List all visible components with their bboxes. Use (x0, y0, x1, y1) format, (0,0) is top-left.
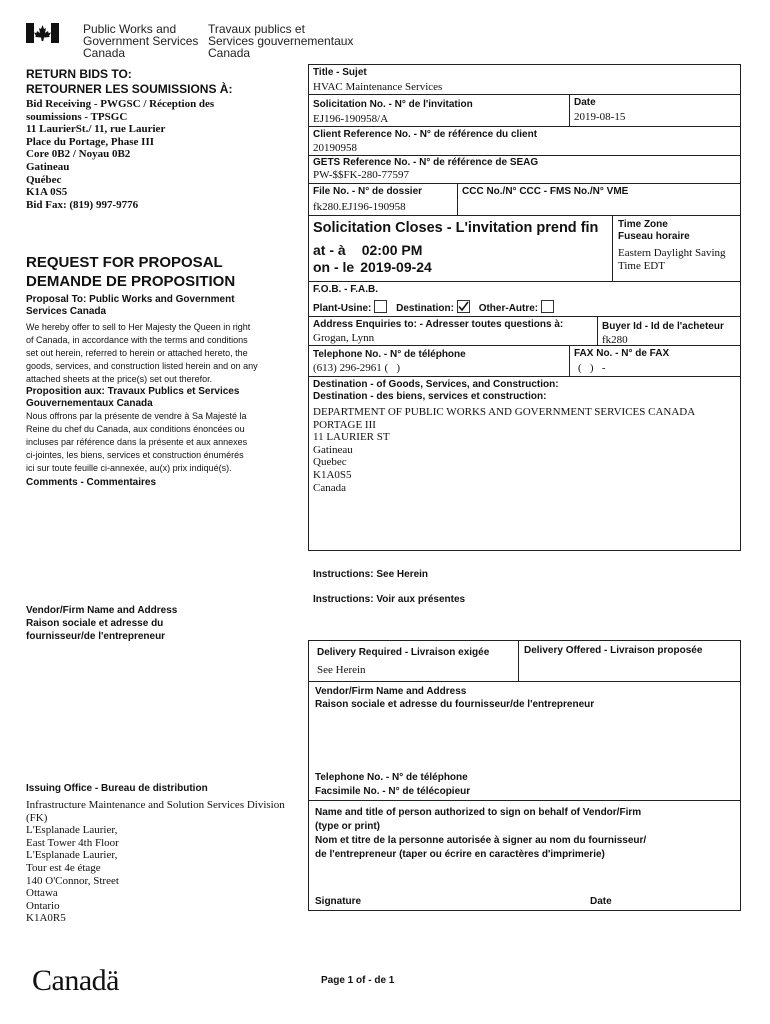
comments-label: Comments - Commentaires (26, 477, 157, 488)
canada-wordmark-logo: Canadä (32, 964, 119, 997)
telephone-value: (613) 296-2961 ( ) (313, 362, 401, 374)
issuing-office-label: Issuing Office - Bureau de distribution (26, 783, 208, 794)
destination-label: Destination - of Goods, Services, and Construction: Destination - des biens, services et construction: (313, 379, 559, 402)
fax-value: ( ) - (578, 362, 606, 374)
fob-label: F.O.B. - F.A.B. (313, 284, 378, 295)
proposition-aux-heading: Proposition aux: Travaux Publics et Services Gouvernementaux Canada (26, 386, 240, 409)
page-number: Page 1 of - de 1 (321, 975, 395, 986)
return-bids-address: Bid Receiving - PWGSC / Réception des soumissions - TPSGC 11 LaurierSt./ 11, rue Laurier Place du Portage, Phase III Core 0B2 / Noyau 0B2 Gatineau Québec K1A 0S5 Bid Fax: (819) 997-9776 (26, 98, 215, 211)
telephone-label: Telephone No. - N° de téléphone (313, 349, 466, 360)
destination-checkbox[interactable] (457, 300, 470, 313)
solicitation-number-value: EJ196-190958/A (313, 113, 389, 125)
vendor-firm-label: Vendor/Firm Name and Address Raison sociale et adresse du fournisseur/de l'entrepreneur (26, 605, 178, 642)
other-autre-checkbox[interactable] (541, 300, 554, 313)
canada-flag-icon (26, 23, 59, 43)
signature-date-label[interactable]: Date (590, 896, 612, 907)
date-value: 2019-08-15 (574, 111, 626, 123)
delivery-offered-label: Delivery Offered - Livraison proposée (524, 645, 703, 656)
address-enquiries-label: Address Enquiries to: - Adresser toutes questions à: (313, 319, 564, 330)
proposal-to-body: We hereby offer to sell to Her Majesty the Queen in right of Canada, in accordance with the terms and conditions set out herein, referred to herein or attached hereto, the goods, services, and construction listed herein and on any attached sheets at the price(s) set out therefor. (26, 322, 258, 384)
proposition-aux-body: Nous offrons par la présente de vendre à Sa Majesté la Reine du chef du Canada, aux conditions énoncées ou incluses par référence dans la présente et aux annexes ci-jointes, les biens, services et construction énumérés ici sur toute feuille ci-annexée, au(x) prix indiqué(s). (26, 411, 248, 473)
instructions-en: Instructions: See Herein (313, 569, 429, 580)
fax-label: FAX No. - N° de FAX (574, 348, 670, 359)
buyer-id-value: fk280 (602, 334, 628, 346)
title-value: HVAC Maintenance Services (313, 81, 443, 93)
vendor-firm-box-label: Vendor/Firm Name and Address Raison sociale et adresse du fournisseur/de l'entrepreneur (315, 686, 595, 710)
delivery-required-label: Delivery Required - Livraison exigée (317, 647, 490, 658)
department-name-en: Public Works and Government Services Canada (83, 22, 199, 60)
date-label: Date (574, 97, 596, 108)
file-number-label: File No. - N° de dossier (313, 186, 423, 197)
gets-reference-value: PW-$$FK-280-77597 (313, 169, 409, 181)
client-reference-value: 20190958 (313, 142, 357, 154)
destination-address: DEPARTMENT OF PUBLIC WORKS AND GOVERNMENT SERVICES CANADA PORTAGE III 11 LAURIER ST Gatineau Quebec K1A0S5 Canada (313, 406, 696, 494)
signature-label[interactable]: Signature (315, 896, 362, 907)
time-zone-label: Time Zone Fuseau horaire (618, 219, 690, 242)
buyer-id-label: Buyer Id - Id de l'acheteur (602, 321, 724, 332)
department-name-fr: Travaux publics et Services gouvernementaux Canada (208, 22, 354, 60)
ccc-number-label: CCC No./N° CCC - FMS No./N° VME (462, 186, 629, 197)
authorized-signer-label: Name and title of person authorized to sign on behalf of Vendor/Firm (type or print) Nom et titre de la personne autorisée à signer au nom du fournisseur/ de l'entrepreneur (taper ou écrire en caractères d'imprimerie) (315, 807, 647, 860)
title-label: Title - Sujet (313, 67, 367, 78)
gets-reference-label: GETS Reference No. - N° de référence de SEAG (313, 157, 539, 168)
vendor-tel-fax-label: Telephone No. - N° de téléphone Facsimile No. - N° de télécopieur (315, 772, 471, 797)
instructions-fr: Instructions: Voir aux présentes (313, 594, 466, 605)
closing-time: at - à 02:00 PM (313, 242, 423, 258)
rfp-title: REQUEST FOR PROPOSAL DEMANDE DE PROPOSITION (26, 254, 236, 290)
file-number-value: fk280.EJ196-190958 (313, 201, 406, 213)
issuing-office-address: Infrastructure Maintenance and Solution Services Division (FK) L'Esplanade Laurier, East Tower 4th Floor L'Esplanade Laurier, Tour est 4e étage 140 O'Connor, Street Ottawa Ontario K1A0R5 (26, 799, 285, 925)
return-bids-heading: RETURN BIDS TO: RETOURNER LES SOUMISSIONS À: (26, 67, 233, 96)
time-zone-value: Eastern Daylight Saving Time EDT (618, 247, 726, 272)
delivery-required-value[interactable]: See Herein (317, 664, 366, 676)
proposal-to-heading: Proposal To: Public Works and Government Services Canada (26, 294, 235, 317)
closing-date: on - le 2019-09-24 (313, 259, 432, 275)
address-enquiries-value: Grogan, Lynn (313, 332, 375, 344)
client-reference-label: Client Reference No. - N° de référence du client (313, 129, 538, 140)
fob-options: Plant-Usine: Destination: Other-Autre: (313, 300, 560, 314)
solicitation-closes-title: Solicitation Closes - L'invitation prend fin (313, 220, 599, 236)
plant-usine-checkbox[interactable] (374, 300, 387, 313)
solicitation-number-label: Solicitation No. - N° de l'invitation (313, 99, 473, 110)
